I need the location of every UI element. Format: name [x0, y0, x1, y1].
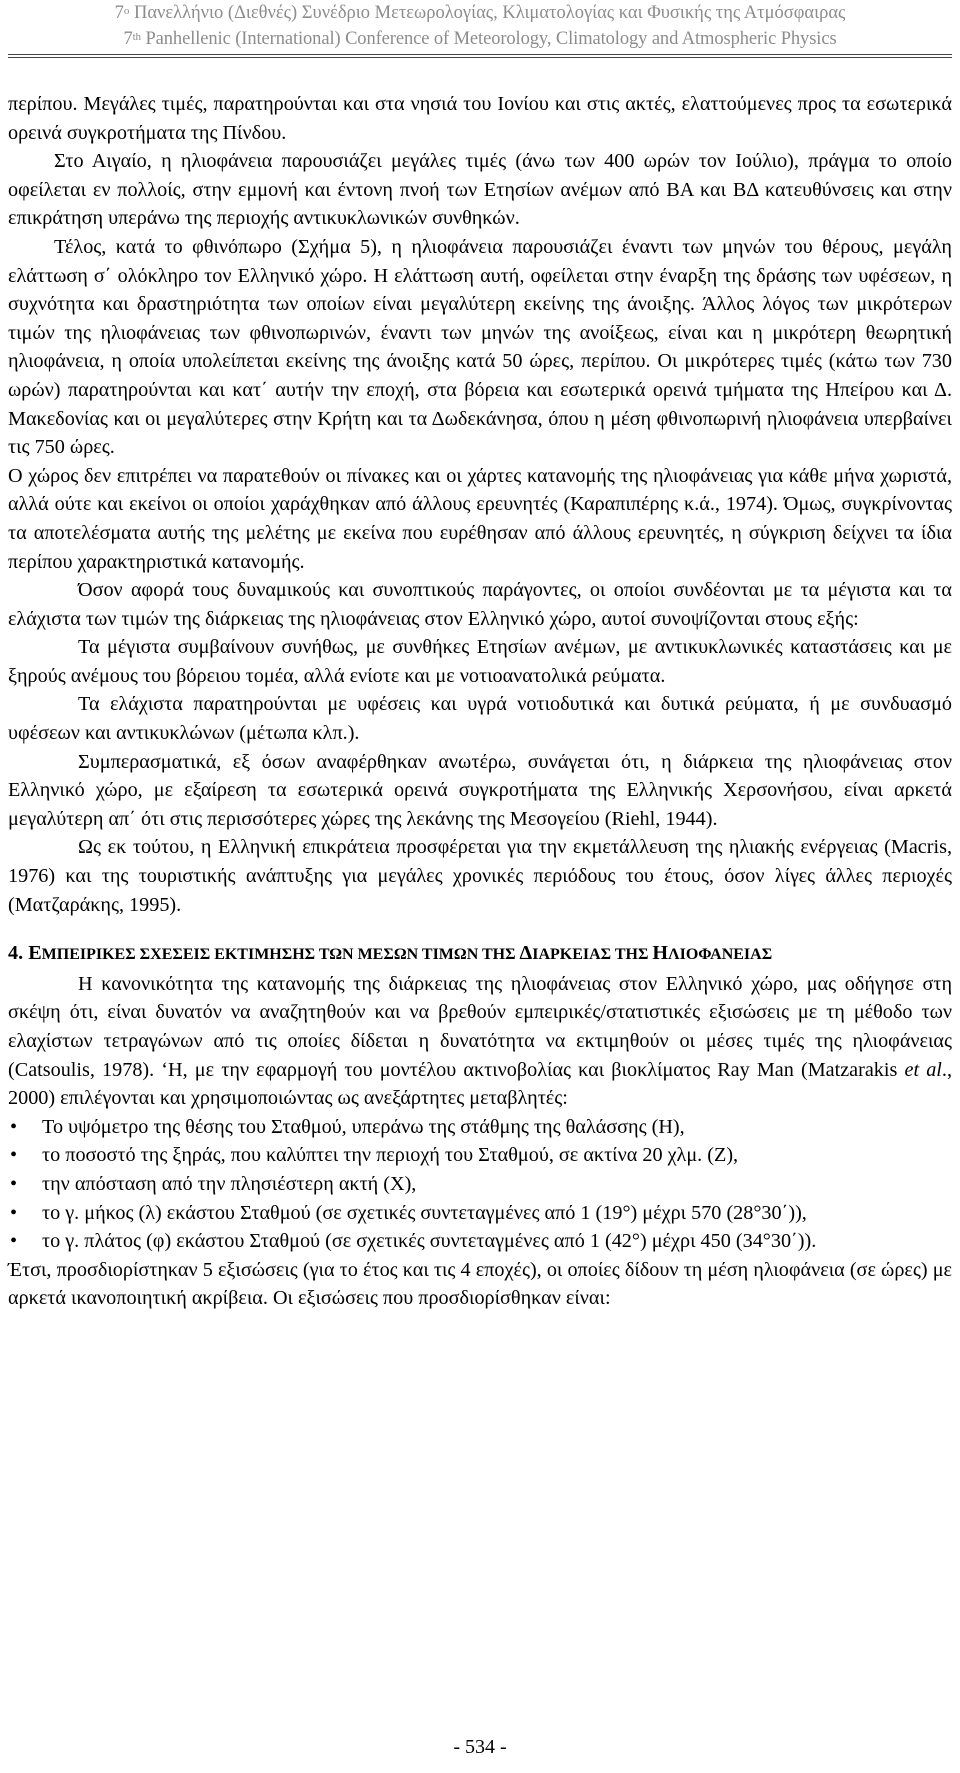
header-english: 7th Panhellenic (International) Conference of Meteorology, Climatology and Atmospheric Physics: [123, 29, 837, 49]
paragraph: Τα ελάχιστα παρατηρούνται με υφέσεις και υγρά νοτιοδυτικά και δυτικά ρεύματα, ή με συνδυασμό υφέσεων και αντικυκλώνων (μέτωπα κλπ.).: [8, 693, 952, 745]
list-item: • το ποσοστό της ξηράς, που καλύπτει την περιοχή του Σταθμού, σε ακτίνα 20 χλμ. (Ζ),: [8, 1141, 952, 1170]
list-item: • την απόσταση από την πλησιέστερη ακτή (Χ),: [8, 1170, 952, 1199]
paragraph: Συμπερασματικά, εξ όσων αναφέρθηκαν ανωτέρω, συνάγεται ότι, η διάρκεια της ηλιοφάνειας στον Ελληνικό χώρο, με εξαίρεση τα εσωτερικά ορεινά συγκροτήματα της Ελληνικής Χερσονήσου, είναι αρκετά μεγαλύτερη απ΄ ότι στις περισσότερες χώρες της λεκάνης της Μεσογείου (Riehl, 1944).: [8, 750, 952, 830]
paragraph: Τα μέγιστα συμβαίνουν συνήθως, με συνθήκες Ετησίων ανέμων, με αντικυκλωνικές καταστάσεις και με ξηρούς ανέμους του βόρειου τομέα, αλλά ενίοτε και με νοτιοανατολικά ρεύματα.: [8, 636, 952, 687]
conference-header: [0, 0, 960, 52]
paragraph: περίπου. Μεγάλες τιμές, παρατηρούνται και στα νησιά του Ιονίου και στις ακτές, ελαττούμενες προς τα εσωτερικά ορεινά συγκροτήματα της Πίνδου.: [8, 93, 952, 144]
list-item: • Το υψόμετρο της θέσης του Σταθμού, υπεράνω της στάθμης της θαλάσσης (Η),: [8, 1113, 952, 1142]
paragraph: Στο Αιγαίο, η ηλιοφάνεια παρουσιάζει μεγάλες τιμές (άνω των 400 ωρών τον Ιούλιο), πράγμα το οποίο οφείλεται εν πολλοίς, στην εμμονή και έντονη πνοή των Ετησίων ανέμων από ΒΑ και ΒΔ κατευθύνσεις και στην επικράτηση υπεράνω της περιοχής αντικυκλωνικών συνθηκών.: [8, 150, 952, 230]
paragraph: Έτσι, προσδιορίστηκαν 5 εξισώσεις (για το έτος και τις 4 εποχές), οι οποίες δίδουν τη μέση ηλιοφάνεια (σε ώρες) με αρκετά ικανοποιητική ακρίβεια. Οι εξισώσεις που προσδιορίσθηκαν είναι:: [8, 1258, 952, 1310]
section-heading: 4. ΕΜΠΕΙΡΙΚΕΣ ΣΧΕΣΕΙΣ ΕΚΤΙΜΗΣΗΣ ΤΩΝ ΜΕΣΩΝ ΤΙΜΩΝ ΤΗΣ ΔΙΑΡΚΕΙΑΣ ΤΗΣ ΗΛΙΟΦΑΝΕΙΑΣ: [8, 942, 773, 965]
page-number: - 534 -: [453, 1736, 507, 1758]
paragraph: Τέλος, κατά το φθινόπωρο (Σχήμα 5), η ηλιοφάνεια παρουσιάζει έναντι των μηνών του θέρους, μεγάλη ελάττωση σ΄ ολόκληρο τον Ελληνικό χώρο. Η ελάττωση αυτή, οφείλεται στην έναρξη της δράσης των υφέσεων, η συχνότητα και δραστηριότητα των οποίων είναι μεγαλύτερη εκείνης της άνοιξης. Άλλος λόγος των μικρότερων τιμών της ηλιοφάνειας των φθινοπωρινών, έναντι των μηνών της ανοίξεως, είναι και η μικρότερη θεωρητική ηλιοφάνεια, η οποία υπολείπεται εκείνης της άνοιξης κατά 50 ώρες, περίπου. Οι μικρότερες τιμές (κάτω των 730 ωρών) παρατηρούνται και κατ΄ αυτήν την εποχή, στα βόρεια και εσωτερικά ορεινά τμήματα της Ηπείρου και Δ. Μακεδονίας και οι μεγαλύτερες στην Κρήτη και τα Δωδεκάνησα, όπου η μέση φθινοπωρινή ηλιοφάνεια υπερβαίνει τις 750 ώρες.: [8, 235, 952, 459]
header-greek: $7^o$ Πανελλήνιο (Διεθνές) Συνέδριο Μετεωρολογίας, Κλιματολογίας και Φυσικής της Ατμόσφαιρας: [114, 3, 846, 23]
paragraph: Η κανονικότητα της κατανομής της διάρκειας της ηλιοφάνειας στον Ελληνικό χώρο, μας οδήγησε στη σκέψη ότι, είναι δυνατόν να αναζητηθούν και να βρεθούν εμπειρικές/στατιστικές εξισώσεις με τη μέθοδο των ελαχίστων τετραγώνων από τις οποίες δίδεται η δυνατότητα να εκτιμηθούν οι μέσες τιμές της ηλιοφάνειας (Catsoulis, 1978). ‘Η, με την εφαρμογή του μοντέλου ακτινοβολίας και βιοκλίματος Ray Man (Matzarakis et al., 2000) επιλέγονται και χρησιμοποιώντας ως ανεξάρτητες μεταβλητές:: [8, 972, 952, 1110]
bullet-icon: •: [10, 1115, 18, 1138]
paragraph: Ο χώρος δεν επιτρέπει να παρατεθούν οι πίνακες και οι χάρτες κατανομής της ηλιοφάνειας για κάθε μήνα χωριστά, αλλά ούτε και εκείνοι οι οποίοι χαράχθηκαν από άλλους ερευνητές (Καραπιπέρης κ.ά., 1974). Όμως, συγκρίνοντας τα αποτελέσματα αυτής της μελέτης με εκείνα που ευρέθησαν από άλλους ερευνητές, η σύγκριση δείχνει τα ίδια περίπου χαρακτηριστικά κατανομής.: [8, 464, 952, 573]
bullet-icon: •: [10, 1230, 18, 1253]
list-item: • το γ. μήκος (λ) εκάστου Σταθμού (σε σχετικές συντεταγμένες από 1 (19°) μέχρι 570 (28°30΄)),: [8, 1199, 952, 1228]
bullet-icon: •: [10, 1201, 18, 1224]
paragraph: Ως εκ τούτου, η Ελληνική επικράτεια προσφέρεται για την εκμετάλλευση της ηλιακής ενέργειας (Macris, 1976) και της τουριστικής ανάπτυξης για μεγάλες χρονικές περιόδους του έτους, όσον λίγες άλλες περιοχές (Ματζαράκης, 1995).: [8, 836, 952, 916]
bullet-icon: •: [10, 1144, 18, 1167]
list-item: • το γ. πλάτος (φ) εκάστου Σταθμού (σε σχετικές συντεταγμένες από 1 (42°) μέχρι 450 (34°30΄)).: [8, 1227, 952, 1256]
header-rule-2: [8, 57, 952, 58]
page-body: [8, 90, 952, 1313]
paragraph: Όσον αφορά τους δυναμικούς και συνοπτικούς παράγοντες, οι οποίοι συνδέονται με τα μέγιστα και τα ελάχιστα των τιμών της διάρκειας της ηλιοφάνειας στον Ελληνικό χώρο, αυτοί συνοψίζονται στους εξής:: [8, 579, 952, 630]
variable-list: [8, 1113, 952, 1256]
header-rule: [8, 54, 952, 55]
bullet-icon: •: [10, 1172, 18, 1195]
